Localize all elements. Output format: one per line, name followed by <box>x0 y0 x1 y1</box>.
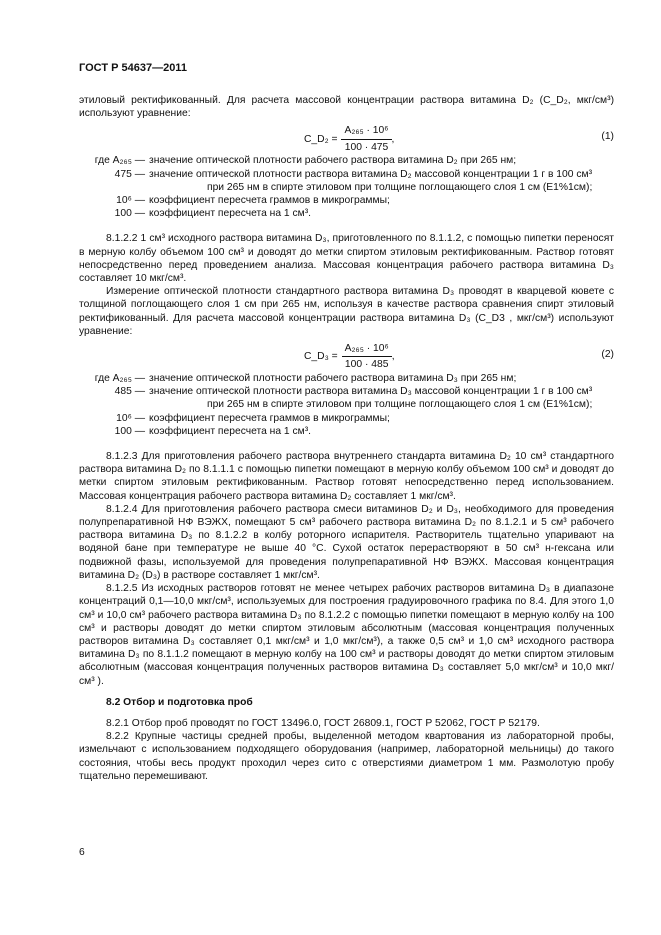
where-1-label-4: 100 — <box>114 208 145 220</box>
standard-header: ГОСТ Р 54637—2011 <box>79 62 187 74</box>
formula-2-tail: , <box>391 351 395 363</box>
formula-2 <box>79 338 614 372</box>
paragraph-8-2-1: 8.2.1 Отбор проб проводят по ГОСТ 13496.0, ГОСТ 26809.1, ГОСТ Р 52062, ГОСТ Р 52179. <box>106 717 540 729</box>
where-1-text-3: коэффициент пересчета граммов в микрограммы; <box>149 195 390 207</box>
where-2-label-4: 100 — <box>114 425 145 437</box>
document-body <box>79 94 614 783</box>
where-1-label-2: 475 — <box>114 168 145 180</box>
formula-2-number: (2) <box>601 349 614 361</box>
paragraph-measurement: Измерение оптической плотности стандартного раствора витамина D₃ проводят в кварцевой кювете с толщиной поглощающего слоя 1 см при 265 нм, используя в качестве раствора сравнения спирт этиловый ректификованный. Для расчета массовой концентрации раствора витамина D₃ (C_D3 , мкг/см³) используют уравнение: <box>79 286 614 337</box>
formula-1-number: (1) <box>601 131 614 143</box>
where-2-text-4: коэффициент пересчета на 1 см³. <box>149 425 312 437</box>
paragraph-8-1-2-5: 8.1.2.5 Из исходных растворов готовят не менее четырех рабочих растворов витамина D₃ в диапазоне концентраций 0,1—10,0 мкг/см³, используемых для построения градуировочного графика по 8.4. Для этого 1,0 см³ и 10,0 см³ рабочего раствора витамина D₃ по 8.1.2.2 с помощью пипетки помещают в мерную колбу на 100 см³ и растворы доводят до метки спиртом этиловым абсолютным (массовая концентрация полученных растворов витамина D₃ составляет 0,1 мкг/см³ и 1,0 мкг/см³), а также 0,5 см³ и 1,0 см³ исходного раствора витамина D₃ по 8.1.1.2 помещают в мерную колбу на 100 см³ и растворы доводят до метки спиртом этиловым абсолютным (массовая концентрация полученных растворов витамина D₃ составляет 5,0 мкг/см³ и 10,0 мкг/см³ ). <box>79 583 614 687</box>
paragraph-8-1-2-3: 8.1.2.3 Для приготовления рабочего раствора внутреннего стандарта витамина D₂ 10 см³ стандартного раствора витамина D₂ по 8.1.1.1 с помощью пипетки помещают в мерную колбу объемом 100 см³ и доводят до метки спиртом этиловым ректификованным. Раствор готовят непосредственно перед использованием. Массовая концентрация рабочего раствора витамина D₂ составляет 1 мкг/см³. <box>79 451 614 502</box>
where-1-text-4: коэффициент пересчета на 1 см³. <box>149 208 312 220</box>
where-2-text-3: коэффициент пересчета граммов в микрограммы; <box>149 412 390 424</box>
where-2-label-1: где A₂₆₅ — <box>94 373 145 385</box>
where-1-label-3: 10⁶ — <box>116 195 145 207</box>
formula-1-numerator: A₂₆₅ · 10⁶ <box>341 124 391 139</box>
where-2-label-2: 485 — <box>114 386 145 398</box>
paragraph-8-1-2-2: 8.1.2.2 1 см³ исходного раствора витамина D₃, приготовленного по 8.1.1.2, с помощью пипетки переносят в мерную колбу объемом 100 см³ и доводят до метки спиртом этиловым ректификованным. Раствор готовят непосредственно перед проведением анализа. Массовая концентрация рабочего раствора витамина D₃ составляет 10 мкг/см³. <box>79 233 614 285</box>
formula-1-fraction <box>341 124 391 153</box>
formula-1-denominator: 100 · 475 <box>344 141 389 153</box>
formula-2-fraction <box>342 342 392 371</box>
where-2-label-3: 10⁶ — <box>116 412 145 424</box>
formula-1 <box>79 120 614 154</box>
formula-2-numerator: A₂₆₅ · 10⁶ <box>342 342 392 357</box>
section-heading-8-2: 8.2 Отбор и подготовка проб <box>106 696 253 708</box>
where-1-text-2: значение оптической плотности раствора витамина D₂ массовой концентрации 1 г в 100 см³ <box>149 168 592 180</box>
formula-2-lhs: C_D₃ = <box>304 351 338 363</box>
where-1-text-2-cont: при 265 нм в спирте этиловом при толщине поглощающего слоя 1 см (E1%1см); <box>207 181 593 193</box>
paragraph-8-2-2: 8.2.2 Крупные частицы средней пробы, выделенной методом квартования из лабораторной пробы, измельчают с использованием подходящего оборудования (например, лабораторной мельницы) до такого состояния, чтобы весь продукт проходил через сито с отверстиями диаметром 1 мм. Размолотую пробу тщательно перемешивают. <box>79 731 614 782</box>
where-1-label-1: где A₂₆₅ — <box>94 155 145 167</box>
formula-2-denominator: 100 · 485 <box>344 359 389 371</box>
where-block-1 <box>79 154 614 220</box>
formula-1-lhs: C_D₂ = <box>304 133 338 145</box>
where-2-text-1: значение оптической плотности рабочего раствора витамина D₃ при 265 нм; <box>149 373 517 385</box>
where-2-text-2-cont: при 265 нм в спирте этиловом при толщине поглощающего слоя 1 см (E1%1см); <box>207 399 593 411</box>
page-number: 6 <box>79 847 85 858</box>
paragraph-8-1-2-4: 8.1.2.4 Для приготовления рабочего раствора смеси витаминов D₂ и D₃, необходимого для проведения полупрепаративной НФ ВЭЖХ, помещают 5 см³ рабочего раствора витамина D₂ по 8.1.2.1 и 5 см³ рабочего раствора витамина D₃ по 8.1.2.2 в колбу роторного испарителя. Растворитель тщательно упаривают на водяной бане при температуре не выше 40 °С. Сухой остаток перерастворяют в 50 см³ н-гексана или подвижной фазы, используемой для проведения полупрепаративной НФ ВЭЖХ. Массовая концентрация витамина D₂ (D₃) в растворе составляет 1 мкг/см³. <box>79 503 614 581</box>
paragraph-intro: этиловый ректификованный. Для расчета массовой концентрации раствора витамина D₂ (C_D₂, мкг/см³) используют уравнение: <box>79 95 614 120</box>
where-1-text-1: значение оптической плотности рабочего раствора витамина D₂ при 265 нм; <box>149 155 517 167</box>
where-block-2 <box>79 372 614 438</box>
formula-1-tail: , <box>391 133 395 145</box>
where-2-text-2: значение оптической плотности раствора витамина D₃ массовой концентрации 1 г в 100 см³ <box>149 386 593 398</box>
